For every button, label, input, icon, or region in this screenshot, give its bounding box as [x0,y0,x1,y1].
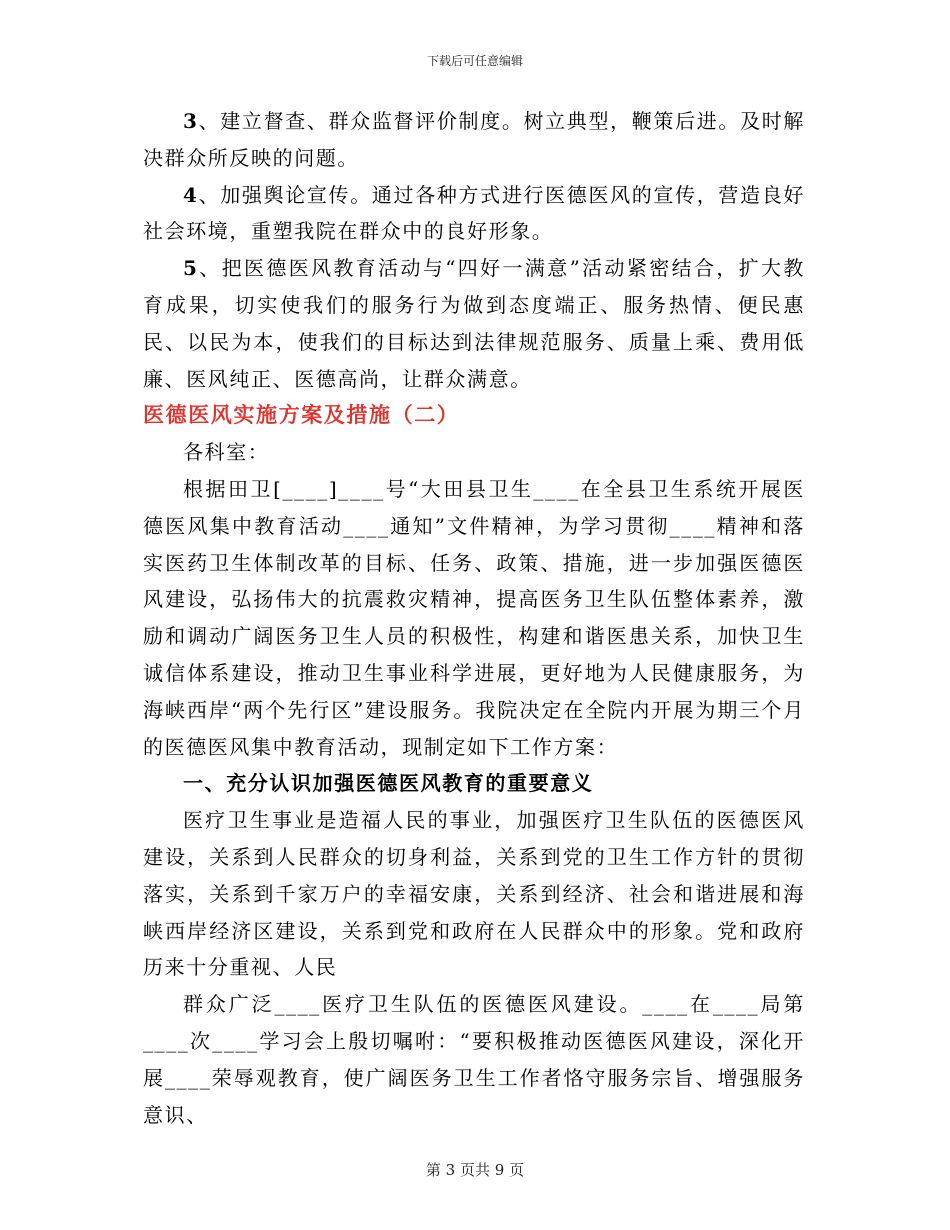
salutation: 各科室： [183,440,270,465]
item-number: 5 [183,256,199,281]
list-item-5 [143,250,805,397]
item-number: 3 [183,109,199,133]
list-item-3 [143,103,805,177]
list-item-4 [143,177,805,251]
item-text: 、建立督查、群众监督评价制度。树立典型，鞭策后进。及时解决群众所反映的问题。 [143,109,805,170]
document-title: 医德医风实施方案及措施（二） [143,402,460,428]
page-header-note: 下载后可任意编辑 [426,54,523,68]
section-paragraph: 医疗卫生事业是造福人民的事业，加强医疗卫生队伍的医德医风建设，关系到人民群众的切身利益，关系到党的卫生工作方针的贯彻落实，关系到千家万户的幸福安康，关系到经济、社会和谐进展和海峡西岸经济区建设，关系到党和政府在人民群众中的形象。党和政府历来十分重视、人民 [143,808,805,980]
page-number: 第 3 页共 9 页 [425,1161,525,1179]
item-text: 、把医德医风教育活动与“四好一满意”活动紧密结合，扩大教育成果，切实使我们的服务行为做到态度端正、服务热情、便民惠民、以民为本，使我们的目标达到法律规范服务、质量上乘、费用低廉、医风纯正、医德高尚，让群众满意。 [143,256,805,391]
document-body [143,103,805,1133]
item-text: 、加强舆论宣传。通过各种方式进行医德医风的宣传，营造良好社会环境，重塑我院在群众中的良好形象。 [143,182,805,244]
intro-paragraph: 根据田卫[____]____号“大田县卫生____在全县卫生系统开展医德医风集中教育活动____通知”文件精神，为学习贯彻____精神和落实医药卫生体制改革的目标、任务、政策、措施，进一步加强医德医风建设，弘扬伟大的抗震救灾精神，提高医务卫生队伍整体素养，激励和调动广阔医务卫生人员的积极性，构建和谐医患关系，加快卫生诚信体系建设，推动卫生事业科学进展，更好地为人民健康服务，为海峡西岸“两个先行区”建设服务。我院决定在全院内开展为期三个月的医德医风集中教育活动，现制定如下工作方案： [143,476,805,759]
section-heading: 一、充分认识加强医德医风教育的重要意义 [183,771,594,796]
item-number: 4 [183,182,199,207]
section-paragraph-continued: 群众广泛____医疗卫生队伍的医德医风建设。____在____局第____次____学习会上殷切嘱咐：“要积极推动医德医风建设，深化开展____荣辱观教育，使广阔医务卫生工作者恪守服务宗旨、增强服务意识、 [143,992,805,1127]
